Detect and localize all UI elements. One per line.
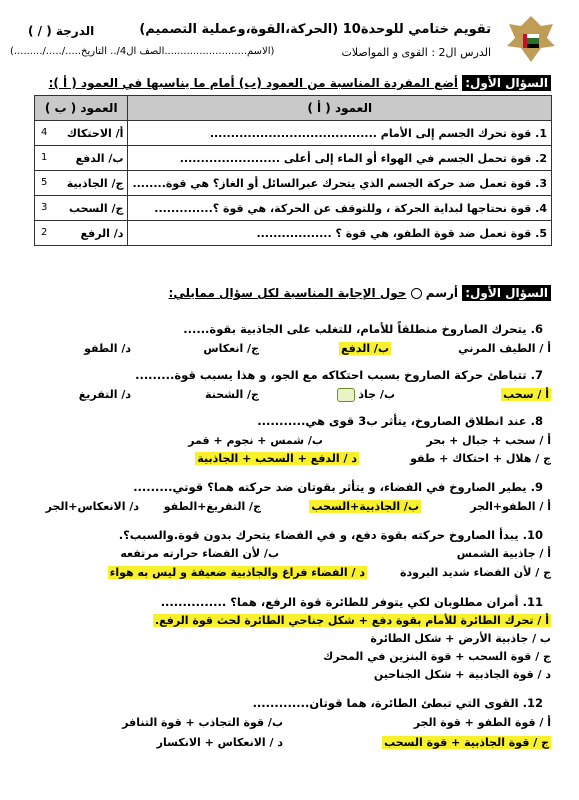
q7-option-d: د/ التفريغ — [78, 388, 131, 401]
answer-number: 1 — [41, 152, 48, 163]
answer-label: ج/ السحب — [68, 201, 124, 215]
q10-option-c: ج / لأن الفضاء شديد البرودة — [400, 566, 551, 579]
q8-option-d: د / الدفع + السحب + الجاذبية — [197, 452, 357, 465]
section2-heading — [169, 286, 551, 300]
answer-number: 3 — [41, 202, 48, 213]
section2-label: السؤال الأول: — [462, 285, 551, 301]
q6-option-a: أ / الطيف المرني — [458, 342, 551, 355]
section1-instruction: أضع المفردة المناسبة من العمود (ب) أمام ما يناسبها في العمود ( أ ): — [48, 76, 459, 90]
matching-table — [34, 95, 552, 246]
q12-option-a: أ / قوة الطفو + قوة الجر — [413, 716, 551, 729]
answer-number: 4 — [41, 127, 48, 138]
student-info: (الاسم..........................الصف ال4/.. التاريخ...../...../.........) — [10, 46, 275, 57]
row-statement: 3. قوة تعمل ضد حركة الجسم الذي يتحرك عبرالسائل أو الغاز؟ هي قوة........ — [128, 171, 552, 196]
q9-option-c: ج/ التفريغ+الطفو — [163, 500, 261, 513]
row-answer — [35, 146, 128, 171]
q9-option-b: ب/ الجاذبية+السحب — [311, 500, 419, 513]
question-9: 9. يطير الصاروخ في الفضاء، و يتأثر بقوتان ضد حركته هما؟ قوتي......... — [133, 480, 543, 494]
row-statement: 2. قوة تحمل الجسم في الهواء أو الماء إلى أعلى ........................ — [128, 146, 552, 171]
q9-option-d: د/ الانعكاس+الجر — [45, 500, 139, 513]
row-answer — [35, 196, 128, 221]
answer-number: 2 — [41, 227, 48, 238]
q12-option-c: ج / قوة الجاذبية + قوة السحب — [384, 736, 549, 749]
question-11: 11. أمران مطلوبان لكي يتوفر للطائرة قوة الرفع، هما؟ ............... — [160, 595, 543, 609]
worksheet-title: تقويم ختامي للوحدة10 (الحركة،القوة،وعملية التصميم) — [139, 22, 491, 37]
q9-option-a: أ / الطفو+الجر — [470, 500, 551, 513]
table-row — [35, 121, 552, 146]
answer-label: أ/ الاحتكاك — [66, 126, 124, 140]
answer-label: ب/ الدفع — [75, 151, 124, 165]
table-row — [35, 196, 552, 221]
answer-label: ج/ الجاذبية — [66, 176, 124, 190]
q6-option-b: ب/ الدفع — [341, 342, 389, 355]
q11-option-c: ج / قوة السحب + قوة البنزين في المحرك — [323, 650, 551, 663]
q7-option-c: ج/ الشحنة — [205, 388, 259, 401]
grade-box: الدرجة ( / ) — [28, 24, 95, 38]
q10-option-a: أ / جاذبية الشمس — [456, 547, 551, 560]
question-7: 7. تتباطئ حركة الصاروخ بسبب احتكاكه مع الجو، و هذا يسبب قوة......... — [135, 368, 543, 382]
q6-option-c: ج/ انعكاس — [203, 342, 259, 355]
table-row — [35, 171, 552, 196]
section2-instruction-a: أرسم — [425, 286, 459, 300]
answer-number: 5 — [41, 177, 48, 188]
q6-option-d: د/ الطفو — [84, 342, 131, 355]
note-icon — [337, 388, 355, 402]
row-statement: 5. قوة تعمل ضد قوة الطفو، هي قوة ؟ .................. — [128, 221, 552, 246]
q7-option-b — [337, 388, 395, 402]
q10-option-b: ب/ لأن الفضاء حرارته مرتفعه — [120, 547, 279, 560]
q8-option-c: ج / هلال + احتكاك + طفو — [410, 452, 551, 465]
q11-option-b: ب / جاذبية الأرض + شكل الطائرة — [370, 632, 551, 645]
column-b-header: العمود ( ب ) — [35, 96, 128, 121]
q10-option-d: د / الفضاء فراغ والجاذبية ضعيفة و ليس به هواء — [109, 566, 365, 579]
q11-option-a: أ / تحرك الطائرة للأمام بقوة دفع + شكل جناحي الطائرة لحث قوة الرفع. — [154, 614, 549, 627]
q7-option-a: أ / سحب — [503, 388, 549, 401]
q8-option-a: أ / سحب + جبال + بحر — [426, 434, 551, 447]
question-8: 8. عند انطلاق الصاروخ، يتأثر ب3 قوى هي........... — [257, 414, 543, 428]
question-10: 10. يبدأ الصاروخ حركته بقوة دفع، و في الفضاء يتحرك بدون قوة.والسبب؟. — [118, 528, 543, 542]
lesson-label: الدرس ال2 : القوى و المواصلات — [341, 46, 491, 59]
answer-label: د/ الرفع — [80, 226, 124, 240]
row-answer — [35, 221, 128, 246]
section1-label: السؤال الأول: — [462, 75, 551, 91]
column-a-header: العمود ( أ ) — [128, 96, 552, 121]
q12-option-b: ب/ قوة التجاذب + قوة التنافر — [122, 716, 283, 729]
q8-option-b: ب/ شمس + نجوم + قمر — [188, 434, 323, 447]
row-answer — [35, 121, 128, 146]
uae-emblem-icon — [501, 12, 561, 70]
q11-option-d: د / قوة الجاذبية + شكل الجناحين — [373, 668, 551, 681]
row-answer — [35, 171, 128, 196]
section2-instruction-b: حول الإجابة المناسبة لكل سؤال ممايلي: — [168, 286, 407, 300]
question-12: 12. القوى التي تبطئ الطائرة، هما قوتان............. — [252, 696, 543, 710]
question-6: 6. يتحرك الصاروخ منطلقاً للأمام، للتغلب على الجاذبية بقوة...... — [183, 322, 543, 336]
q7-option-b-label: ب/ جاذ — [358, 388, 395, 401]
circle-icon — [411, 288, 422, 299]
row-statement: 1. قوة تحرك الجسم إلى الأمام ........................................ — [128, 121, 552, 146]
table-row — [35, 146, 552, 171]
q12-option-d: د / الانعكاس + الانكسار — [156, 736, 283, 749]
section1-heading — [49, 76, 551, 90]
row-statement: 4. قوة نحتاجها لبداية الحركة ، وللتوقف عن الحركة، هي قوة ؟.............. — [128, 196, 552, 221]
table-row — [35, 221, 552, 246]
